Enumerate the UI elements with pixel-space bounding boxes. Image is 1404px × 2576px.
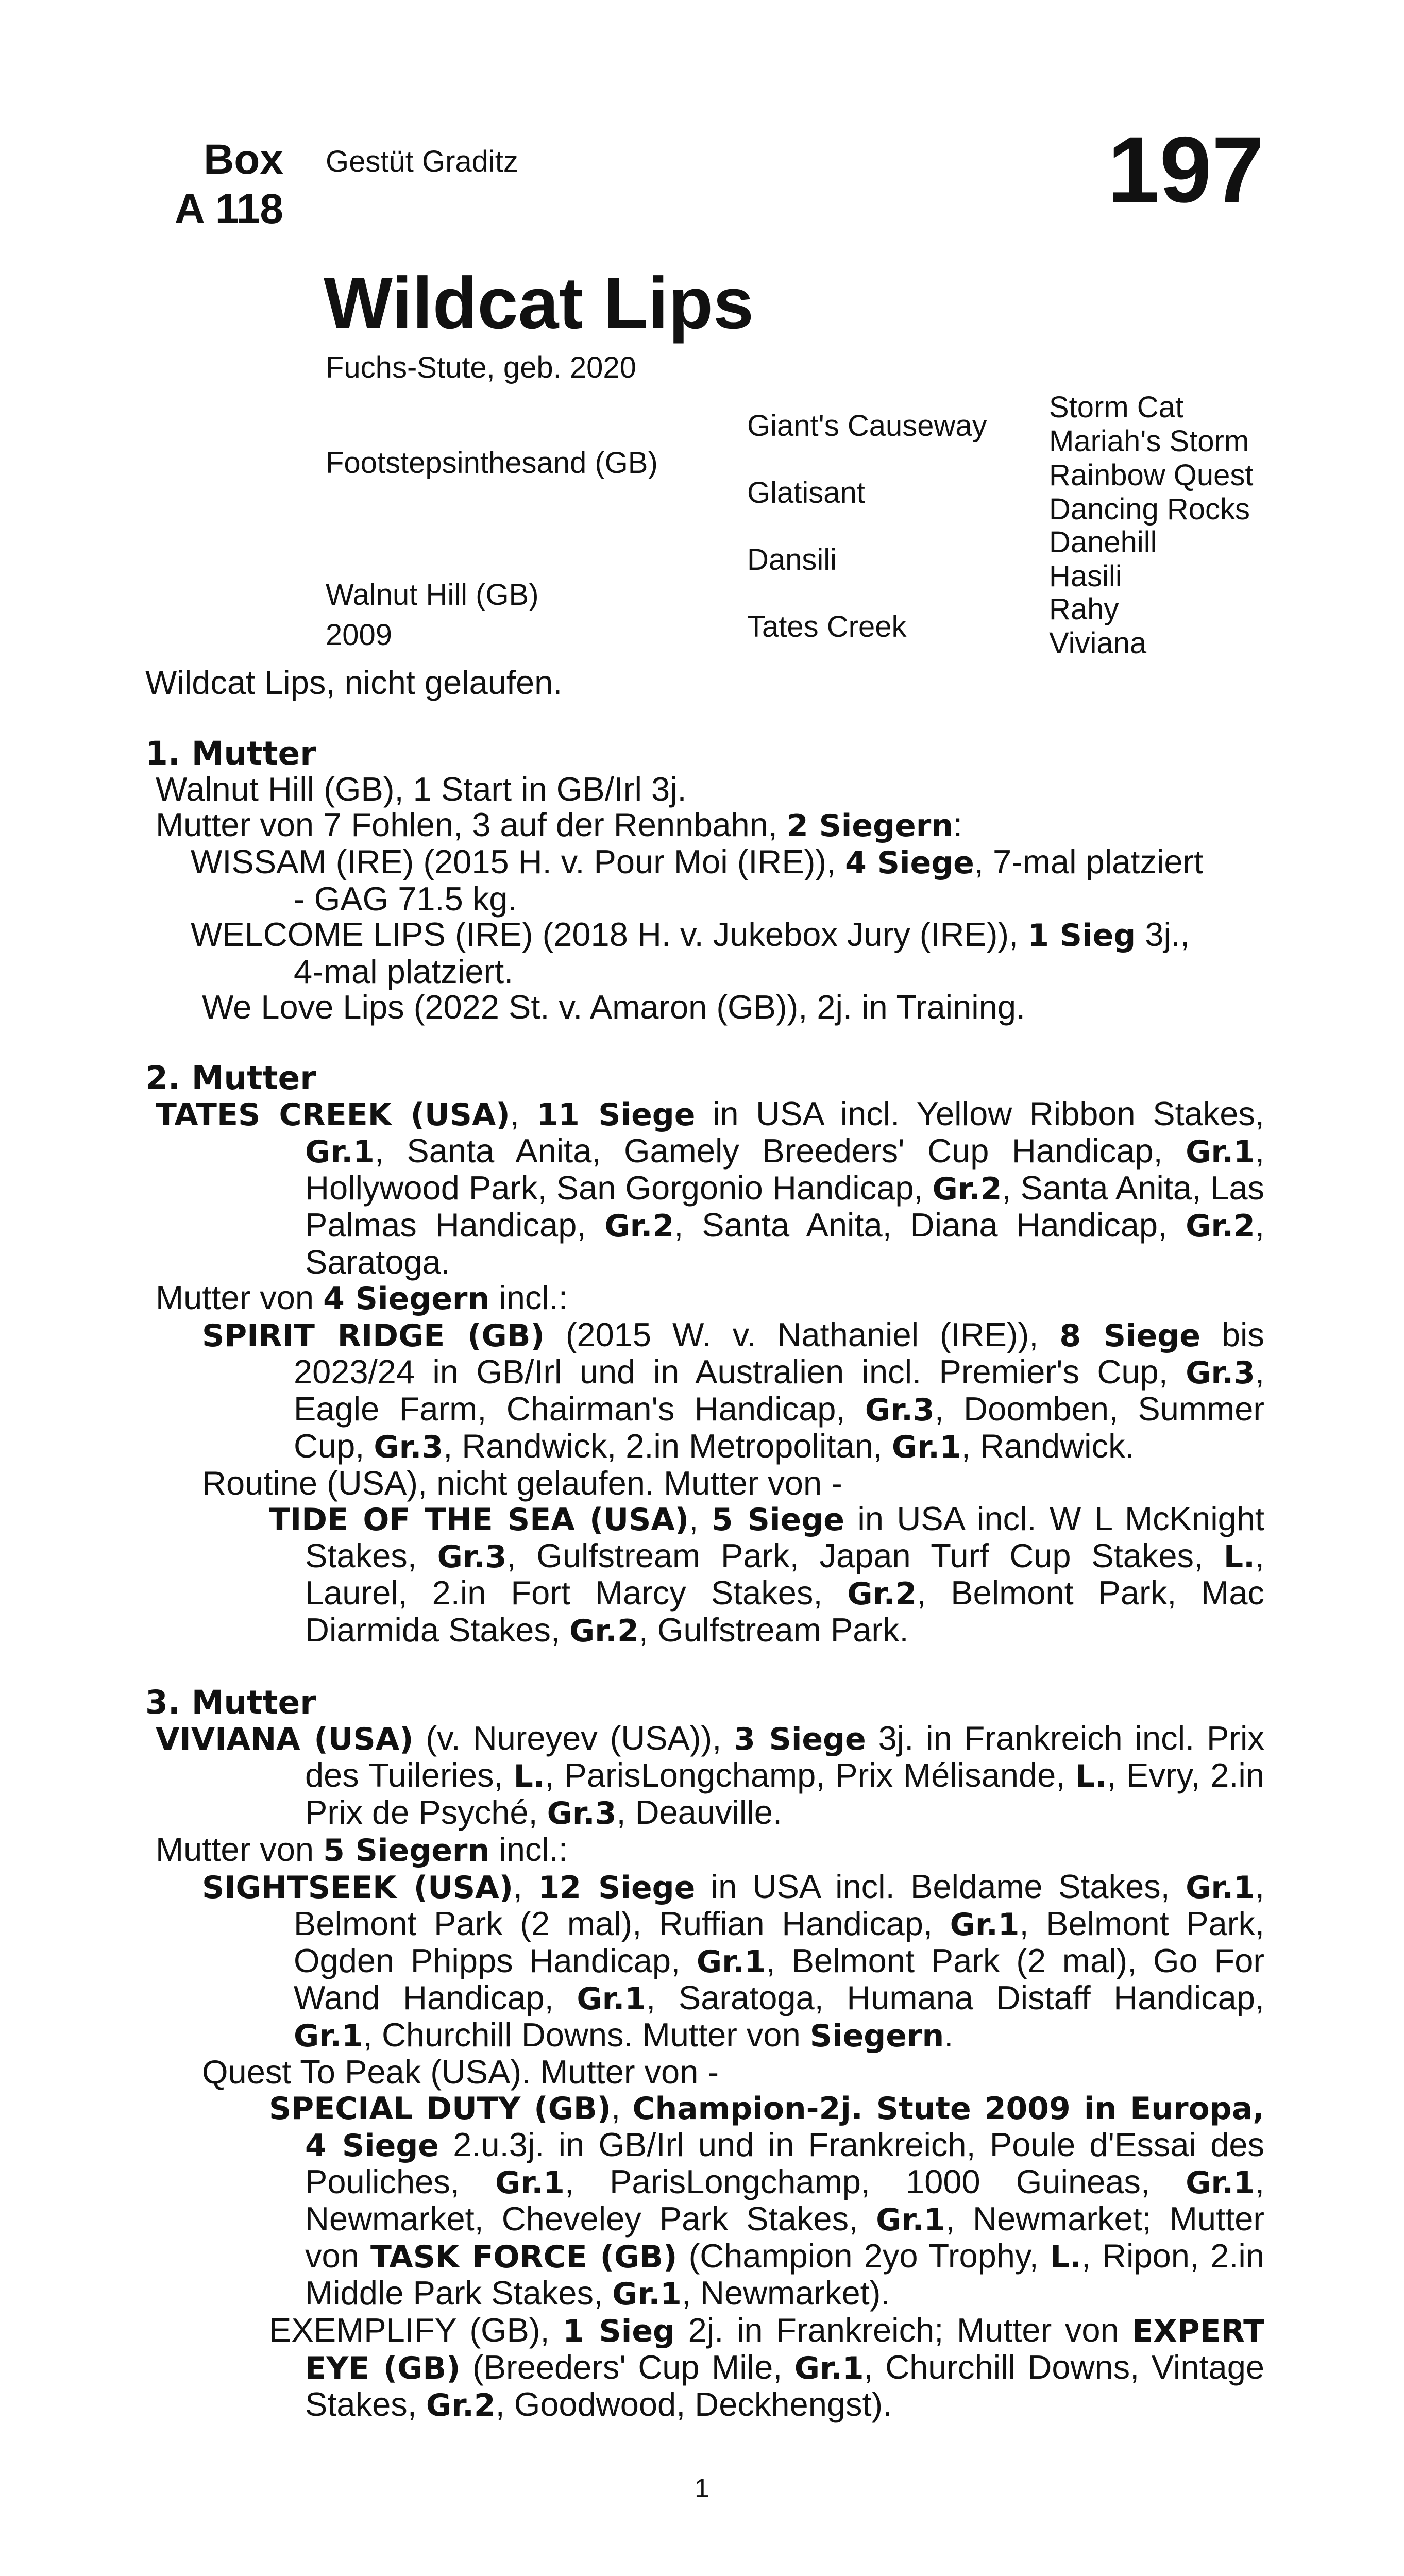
dam2-record: TATES CREEK (USA), 11 Siege in USA incl. Yellow Ribbon Stakes, Gr.1, Santa Anita, Gamely Breeders' Cup Handicap, Gr.1, Hollywood Park, San Gorgonio Handicap, Gr.2, Santa Anita, Las Palmas Handicap, Gr.2, Santa Anita, Diana Handicap, Gr.2, Saratoga. [156,1095,1265,1281]
dam3-produce-summary: Mutter von 5 Siegern incl.: [156,1831,568,1869]
catalogue-body [145,665,1264,2424]
race-summary: Wildcat Lips, nicht gelaufen. [145,664,563,701]
dam3-foal: Quest To Peak (USA). Mutter von - [202,2053,719,2091]
dam1-foal: WISSAM (IRE) (2015 H. v. Pour Moi (IRE)), 4 Siege, 7-mal platziert - GAG 71.5 kg. [191,843,1204,918]
dam1-foal: We Love Lips (2022 St. v. Amaron (GB)), 2j. in Training. [202,988,1026,1026]
pedigree-gen3: Hasili [1049,560,1122,593]
pedigree-gen2: Glatisant [747,476,865,510]
pedigree-gen3: Storm Cat [1049,391,1184,424]
dam2-heading: 2. Mutter [145,1059,316,1097]
dam1-record: Walnut Hill (GB), 1 Start in GB/Irl 3j. [156,770,687,808]
pedigree-gen2: Giant's Causeway [747,409,987,443]
box-number: A 118 [174,185,283,232]
box-label [155,135,283,234]
dam3-record: VIVIANA (USA) (v. Nureyev (USA)), 3 Siege 3j. in Frankreich incl. Prix des Tuileries, L., ParisLongchamp, Prix Mélisande, L., Evry, 2.in Prix de Psyché, Gr.3, Deauville. [156,1719,1265,1832]
pedigree-gen3: Rahy [1049,592,1119,626]
dam2-granddaughter-foal: TIDE OF THE SEA (USA), 5 Siege in USA incl. W L McKnight Stakes, Gr.3, Gulfstream Park, Japan Turf Cup Stakes, L., Laurel, 2.in Fort Marcy Stakes, Gr.2, Belmont Park, Mac Diarmida Stakes, Gr.2, Gulfstream Park. [269,1500,1264,1649]
dam2-produce-summary: Mutter von 4 Siegern incl.: [156,1279,568,1317]
dam2-foal: SPIRIT RIDGE (GB) (2015 W. v. Nathaniel (IRE)), 8 Siege bis 2023/24 in GB/Irl und in Australien incl. Premier's Cup, Gr.3, Eagle Farm, Chairman's Handicap, Gr.3, Doomben, Summer Cup, Gr.3, Randwick, 2.in Metropolitan, Gr.1, Randwick. [202,1316,1264,1465]
horse-name: Wildcat Lips [324,262,754,344]
dam3-heading: 3. Mutter [145,1684,316,1721]
dam1-heading: 1. Mutter [145,735,316,772]
horse-description: Fuchs-Stute, geb. 2020 [326,351,636,384]
page-number: 1 [695,2473,709,2503]
pedigree-gen3: Dancing Rocks [1049,493,1250,526]
pedigree-gen3: Viviana [1049,626,1147,660]
pedigree-dam: Walnut Hill (GB) [326,578,539,612]
pedigree-gen3: Danehill [1049,526,1157,559]
pedigree-gen3: Mariah's Storm [1049,425,1249,458]
pedigree-sire: Footstepsinthesand (GB) [326,446,658,480]
box-word: Box [204,136,283,183]
dam1-produce-summary: Mutter von 7 Fohlen, 3 auf der Rennbahn, 2 Siegern: [156,806,963,844]
dam3-granddaughter-foal: EXEMPLIFY (GB), 1 Sieg 2j. in Frankreich; Mutter von EXPERT EYE (GB) (Breeders' Cup Mile, Gr.1, Churchill Downs, Vintage Stakes, Gr.2, Goodwood, Deckhengst). [269,2311,1265,2424]
owner: Gestüt Graditz [326,145,518,178]
dam1-foal: WELCOME LIPS (IRE) (2018 H. v. Jukebox Jury (IRE)), 1 Sieg 3j., 4-mal platziert. [191,916,1190,990]
dam3-granddaughter-foal: SPECIAL DUTY (GB), Champion-2j. Stute 2009 in Europa, 4 Siege 2.u.3j. in GB/Irl und in Frankreich, Poule d'Essai des Pouliches, Gr.1, ParisLongchamp, 1000 Guineas, Gr.1, Newmarket, Cheveley Park Stakes, Gr.1, Newmarket; Mutter von TASK FORCE (GB) (Champion 2yo Trophy, L., Ripon, 2.in Middle Park Stakes, Gr.1, Newmarket). [269,2089,1265,2312]
pedigree-dam-year: 2009 [326,618,393,652]
pedigree-gen3: Rainbow Quest [1049,459,1254,492]
pedigree-gen2: Tates Creek [747,610,907,643]
dam3-foal: SIGHTSEEK (USA), 12 Siege in USA incl. Beldame Stakes, Gr.1, Belmont Park (2 mal), Ruffian Handicap, Gr.1, Belmont Park, Ogden Phipps Handicap, Gr.1, Belmont Park (2 mal), Go For Wand Handicap, Gr.1, Saratoga, Humana Distaff Handicap, Gr.1, Churchill Downs. Mutter von Siegern. [202,1868,1265,2054]
pedigree-gen2: Dansili [747,543,837,577]
lot-number: 197 [1107,117,1264,222]
dam2-foal: Routine (USA), nicht gelaufen. Mutter von - [202,1464,842,1502]
